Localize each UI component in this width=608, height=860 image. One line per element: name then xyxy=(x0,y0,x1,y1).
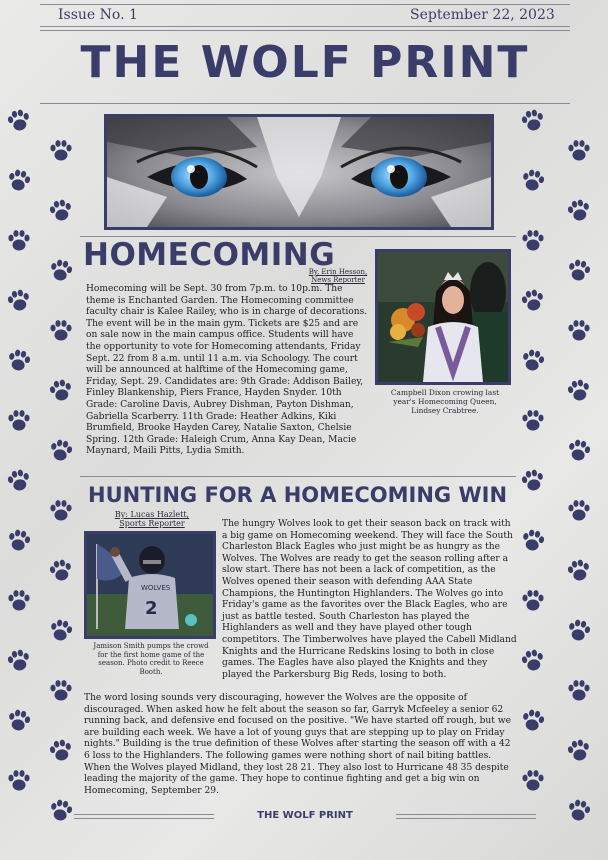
jersey-number: 2 xyxy=(145,598,158,619)
hunting-body-full: The word losing sounds very discouraging, however the Wolves are the opposite of discouraged. When asked how he felt about the season so far, Garryk Mcfeeley a senior 62 running back, and defensive end focused on the positive. "We have started off rough, but we are building each week. We have a lot of young guys that are stepping up to play on Friday nights." Building is the true definition of these Wolves after starting the season off with a 42 6 loss to the Highlanders. The following games were nothing short of nail biting battles. When the Wolves played Midland, they lost 28 21. They also lost to Hurricane 48 35 despite leading the majority of the game. They hope to continue fighting and get a big win on Homecoming, September 29. xyxy=(84,693,511,796)
homecoming-headline: HOMECOMING xyxy=(83,237,336,273)
paw-print-icon xyxy=(4,106,35,137)
byline-name: By: Lucas Hazlett, xyxy=(114,510,190,519)
header-rule-2 xyxy=(40,30,570,31)
paw-print-icon xyxy=(6,768,32,794)
top-rule xyxy=(40,4,570,5)
paw-print-icon xyxy=(6,408,32,434)
paw-print-icon xyxy=(518,166,549,197)
wolf-eyes-icon xyxy=(107,117,491,227)
paw-print-icon xyxy=(564,616,595,647)
paw-print-icon xyxy=(46,796,77,827)
footer-title: THE WOLF PRINT xyxy=(257,810,353,821)
paw-print-icon xyxy=(46,256,77,287)
paw-print-icon xyxy=(520,408,546,434)
paw-print-icon xyxy=(4,646,35,677)
hunting-byline xyxy=(96,510,208,528)
paw-print-icon xyxy=(4,346,35,377)
paw-print-icon xyxy=(6,228,32,254)
paw-print-icon xyxy=(46,436,77,467)
paw-print-icon xyxy=(48,678,74,704)
paw-print-icon xyxy=(518,286,549,317)
masthead-title: THE WOLF PRINT xyxy=(80,37,530,88)
paw-print-icon xyxy=(564,796,595,827)
hunting-body-column: The hungry Wolves look to get their season back on track with a big game on Homecoming weekend. They will face the South Charleston Black Eagles who just might be as hungry as the Wolves. The Wolves are ready to get the season rolling after a slow start. There has not been a lack of competition, as the Wolves opened their season with defending AAA State Champions, the Huntington Highlanders. The Wolves go into Friday's game as the favorites over the Black Eagles, who are just as battle tested. South Charleston has played the Highlanders as well and they have played other tough competitors. The Timberwolves have played the Cabell Midland Knights and the Hurricane Redskins losing to both in close games. The Eagles have also played the Knights and they played the Parkersburg Big Reds, losing to both. xyxy=(222,519,517,680)
masthead-rule xyxy=(40,103,570,104)
byline-name: By, Erin Hesson, xyxy=(308,268,368,276)
football-player-photo-icon xyxy=(87,534,213,636)
issue-date: September 22, 2023 xyxy=(410,7,555,23)
hunting-headline: HUNTING FOR A HOMECOMING WIN xyxy=(88,483,508,507)
paw-print-icon xyxy=(564,436,595,467)
homecoming-body: Homecoming will be Sept. 30 from 7p.m. to 10p.m. The theme is Enchanted Garden. The Homecoming committee faculty chair is Kalee Railey, who is in charge of decorations. The event will be in the main gym. Tickets are $25 and are on sale now in the main campus office. Students will have the opportunity to vote for Homecoming attendants, Friday Sept. 22 from 8 a.m. until 11 a.m. via Schoology. The court will be announced at halftime of the Homecoming game, Friday, Sept. 29. Candidates are: 9th Grade: Addison Bailey, Finley Blankenship, Piers France, Hayden Snyder. 10th Grade: Caroline Davis, Aubrey Dishman, Payton Dishman, Gabriella Scarberry. 11th Grade: Heather Adkins, Kiki Brumfield, Brooke Hayden Carey, Natalie Saxton, Chelsie Spring. 12th Grade: Haleigh Crum, Anna Kay Dean, Macie Maynard, Maili Pitts, Lydia Smith. xyxy=(86,284,368,457)
paw-print-icon xyxy=(48,498,74,524)
paw-print-icon xyxy=(518,526,549,557)
paw-print-icon xyxy=(46,616,77,647)
footer-rule-right xyxy=(396,814,536,815)
paw-print-icon xyxy=(4,166,35,197)
paw-print-icon xyxy=(518,466,549,497)
paw-print-icon xyxy=(4,466,35,497)
hunting-photo xyxy=(84,531,216,639)
paw-print-icon xyxy=(520,588,546,614)
wolf-eyes-banner xyxy=(104,114,494,230)
paw-print-icon xyxy=(564,736,595,767)
homecoming-byline xyxy=(306,268,370,284)
paw-print-icon xyxy=(46,736,77,767)
byline-role: Sports Reporter xyxy=(119,519,185,528)
paw-print-icon xyxy=(566,498,592,524)
paw-print-icon xyxy=(48,318,74,344)
paw-print-icon xyxy=(520,768,546,794)
issue-number: Issue No. 1 xyxy=(58,7,138,23)
paw-print-icon xyxy=(518,646,549,677)
paw-print-icon xyxy=(520,228,546,254)
paw-print-icon xyxy=(46,556,77,587)
paw-print-icon xyxy=(566,318,592,344)
crowning-photo-icon xyxy=(378,252,508,382)
paw-print-icon xyxy=(518,106,549,137)
paw-print-icon xyxy=(46,196,77,227)
byline-role: News Reporter xyxy=(311,276,365,284)
paw-print-icon xyxy=(564,376,595,407)
paw-print-icon xyxy=(518,706,549,737)
paw-print-icon xyxy=(564,196,595,227)
paw-print-icon xyxy=(566,678,592,704)
header-rule xyxy=(40,26,570,27)
footer-rule-left xyxy=(74,814,214,815)
homecoming-photo-caption: Campbell Dixon crowing last year's Homecoming Queen, Lindsey Crabtree. xyxy=(390,388,500,415)
homecoming-photo xyxy=(375,249,511,385)
paw-print-icon xyxy=(4,526,35,557)
footer-rule-right-2 xyxy=(396,818,536,819)
paw-print-icon xyxy=(518,346,549,377)
paw-print-icon xyxy=(48,138,74,164)
paw-print-icon xyxy=(6,588,32,614)
paw-print-icon xyxy=(566,138,592,164)
section-rule-2 xyxy=(80,476,516,477)
paw-print-icon xyxy=(4,706,35,737)
jersey-text: WOLVES xyxy=(141,584,171,592)
footer-rule-left-2 xyxy=(74,818,214,819)
paw-print-icon xyxy=(564,256,595,287)
paw-print-icon xyxy=(4,286,35,317)
paw-print-icon xyxy=(564,556,595,587)
paw-print-icon xyxy=(46,376,77,407)
hunting-photo-caption: Jamison Smith pumps the crowd for the first home game of the season. Photo credit to Reece Booth. xyxy=(93,642,209,676)
